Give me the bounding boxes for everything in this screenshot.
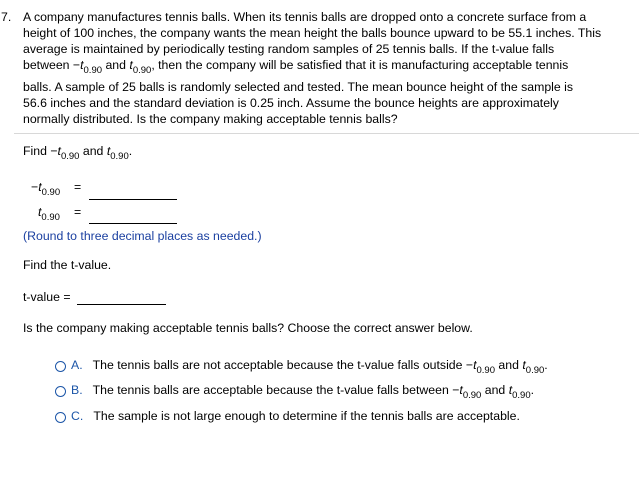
divider — [14, 133, 639, 134]
t-answer-input[interactable] — [89, 211, 177, 225]
option-b[interactable]: B. The tennis balls are acceptable because the t-value falls between $-t_{0.90}$ and $t_{0.90}$. — [71, 383, 535, 401]
question-line-7: normally distributed. Is the company making acceptable tennis balls? — [23, 112, 398, 126]
find-critical-values-prompt: Find $-t_{0.90}$ and $t_{0.90}$. — [23, 144, 133, 162]
option-c[interactable]: C. The sample is not large enough to determine if the tennis balls are acceptable. — [71, 409, 520, 423]
find-t-value-prompt: Find the t-value. — [23, 258, 112, 272]
question-line-4: between $-t_{0.90}$ and $t_{0.90}$, then the company will be satisfied that it is manufacturing acceptable tennis — [23, 58, 569, 76]
question-number: 7. — [1, 10, 12, 24]
t-equals: = — [74, 205, 82, 219]
rounding-hint: (Round to three decimal places as needed.) — [23, 229, 262, 243]
neg-t-answer-input[interactable] — [89, 187, 177, 201]
t-value-input[interactable] — [77, 292, 166, 306]
choose-answer-prompt: Is the company making acceptable tennis balls? Choose the correct answer below. — [23, 321, 473, 335]
option-a[interactable]: A. The tennis balls are not acceptable because the t-value falls outside $-t_{0.90}$ and $t_{0.90}$. — [71, 358, 548, 376]
question-line-2: height of 100 inches, the company wants the mean height the balls bounce upward to be 55.1 inches. This — [23, 26, 602, 40]
option-c-radio[interactable] — [55, 412, 66, 423]
t-label: $t_{0.90}$ — [38, 205, 60, 223]
question-line-1: A company manufactures tennis balls. When its tennis balls are dropped onto a concrete surface from a — [23, 10, 587, 24]
option-b-radio[interactable] — [55, 386, 66, 397]
neg-t-equals: = — [74, 180, 82, 194]
question-line-5: balls. A sample of 25 balls is randomly selected and tested. The mean bounce height of the sample is — [23, 80, 574, 94]
neg-t-label: $-t_{0.90}$ — [31, 180, 61, 198]
option-a-radio[interactable] — [55, 361, 66, 372]
question-line-6: 56.6 inches and the standard deviation is 0.25 inch. Assume the bounce heights are approximately — [23, 96, 559, 110]
t-value-label: t-value = — [23, 290, 71, 304]
question-line-3: average is maintained by periodically testing random samples of 25 tennis balls. If the t-value falls — [23, 42, 555, 56]
